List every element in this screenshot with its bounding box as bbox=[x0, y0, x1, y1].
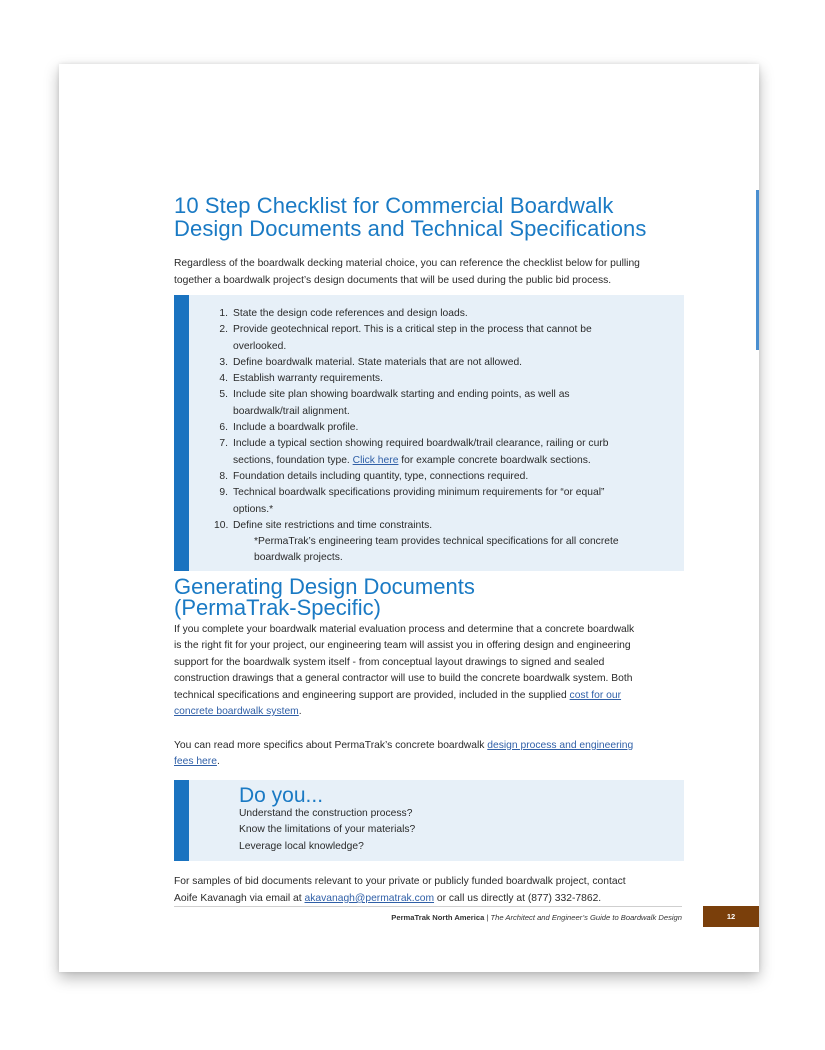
checklist-intro: Regardless of the boardwalk decking material choice, you can reference the checklist below for pulling together a boardwalk project’s design documents that will be used during the public bid process. bbox=[174, 258, 640, 286]
checklist-item-number: 9. bbox=[219, 487, 228, 499]
checklist-footnote: *PermaTrak’s engineering team provides technical specifications for all concrete boardwalk projects. bbox=[254, 536, 619, 564]
checklist-item-text: Foundation details including quantity, type, connections required. bbox=[233, 470, 529, 482]
checklist-item-number: 1. bbox=[219, 308, 228, 319]
checklist-item-number: 5. bbox=[219, 389, 228, 401]
page-number-tab: 12 bbox=[703, 906, 759, 927]
checklist-item-number: 3. bbox=[219, 356, 228, 368]
checklist-item bbox=[214, 355, 684, 371]
callout-question: Know the limitations of your materials? bbox=[239, 824, 416, 836]
callout-questions bbox=[239, 806, 684, 856]
callout-accent-bar bbox=[174, 780, 189, 862]
checklist-box-accent-bar bbox=[174, 295, 189, 571]
cost-link[interactable]: cost for our bbox=[569, 689, 622, 701]
page-content bbox=[174, 194, 684, 907]
checklist-item bbox=[214, 371, 684, 387]
checklist-item bbox=[214, 322, 684, 355]
checklist-item-text: State the design code references and design loads. bbox=[233, 308, 468, 319]
design-process-link-continued[interactable]: fees here bbox=[174, 756, 217, 768]
checklist-item bbox=[214, 485, 684, 518]
checklist-item-number: 7. bbox=[219, 438, 228, 450]
checklist-item bbox=[214, 518, 684, 534]
callout-question: Leverage local knowledge? bbox=[239, 840, 364, 852]
checklist-box bbox=[174, 295, 684, 571]
checklist-item-text: Include a boardwalk profile. bbox=[233, 422, 359, 434]
checklist-item-text: Define boardwalk material. State materials that are not allowed. bbox=[233, 356, 523, 368]
cost-link-continued[interactable]: concrete boardwalk system bbox=[174, 706, 299, 718]
click-here-link[interactable]: Click here bbox=[352, 454, 399, 466]
callout-title: Do you... bbox=[239, 783, 324, 807]
page-footer bbox=[174, 913, 682, 922]
design-process-link[interactable]: design process and engineering bbox=[487, 739, 634, 751]
checklist-item bbox=[214, 306, 684, 322]
checklist-body bbox=[214, 306, 684, 567]
checklist-item-number: 8. bbox=[219, 470, 228, 482]
checklist-item-text: Include site plan showing boardwalk starting and ending points, as well as boardwalk/trail alignment. bbox=[233, 389, 570, 417]
checklist-item-text: Include a typical section showing required boardwalk/trail clearance, railing or curb sections, foundation type. Click here for example concrete boardwalk sections. bbox=[233, 438, 609, 466]
callout-question: Understand the construction process? bbox=[239, 807, 413, 819]
email-link[interactable]: akavanagh@permatrak.com bbox=[304, 892, 435, 904]
page-edge-accent bbox=[756, 190, 759, 350]
checklist-item bbox=[214, 436, 684, 469]
footer-divider bbox=[174, 906, 682, 907]
footer-company: PermaTrak North America bbox=[391, 913, 485, 922]
checklist-item-text: Provide geotechnical report. This is a critical step in the process that cannot be overlooked. bbox=[233, 324, 592, 352]
design-documents-paragraph: If you complete your boardwalk material evaluation process and determine that a concrete boardwalk is the right fit for your project, our engineering team will assist you in offering design and engineering support for the boardwalk system itself - from conceptual layout drawings to signed and sealed construction drawings that a general contractor will use to build the concrete boardwalk system. Both technical specifications and engineering support are provided, included in the supplied cost for our concrete boardwalk system. bbox=[174, 623, 635, 718]
footer-separator: | bbox=[484, 913, 491, 922]
checklist-item-text: Technical boardwalk specifications providing minimum requirements for “or equal” options.* bbox=[233, 487, 605, 515]
contact-paragraph: For samples of bid documents relevant to your private or publicly funded boardwalk project, contact Aoife Kavanagh via email at akavanagh@permatrak.com or call us directly at (877) 332-7862. bbox=[174, 876, 626, 904]
section-title-design-documents: Generating Design Documents (PermaTrak-Specific) bbox=[174, 573, 475, 620]
checklist-item-number: 2. bbox=[219, 324, 228, 336]
checklist-item-text: Define site restrictions and time constraints. bbox=[233, 519, 433, 531]
section-title-checklist: 10 Step Checklist for Commercial Boardwalk Design Documents and Technical Specifications bbox=[174, 193, 647, 241]
checklist-item bbox=[214, 469, 684, 485]
do-you-callout bbox=[174, 780, 684, 862]
checklist-list bbox=[214, 306, 684, 534]
checklist-item-number: 6. bbox=[219, 422, 228, 434]
checklist-item-text: Establish warranty requirements. bbox=[233, 373, 383, 385]
footer-guide-title: The Architect and Engineer’s Guide to Boardwalk Design bbox=[490, 913, 682, 922]
checklist-item-number: 4. bbox=[219, 373, 228, 385]
engineering-fees-paragraph: You can read more specifics about PermaTrak’s concrete boardwalk design process and engineering fees here. bbox=[174, 739, 634, 768]
checklist-item bbox=[214, 387, 684, 420]
checklist-item-number: 10. bbox=[214, 519, 229, 531]
checklist-item bbox=[214, 420, 684, 436]
